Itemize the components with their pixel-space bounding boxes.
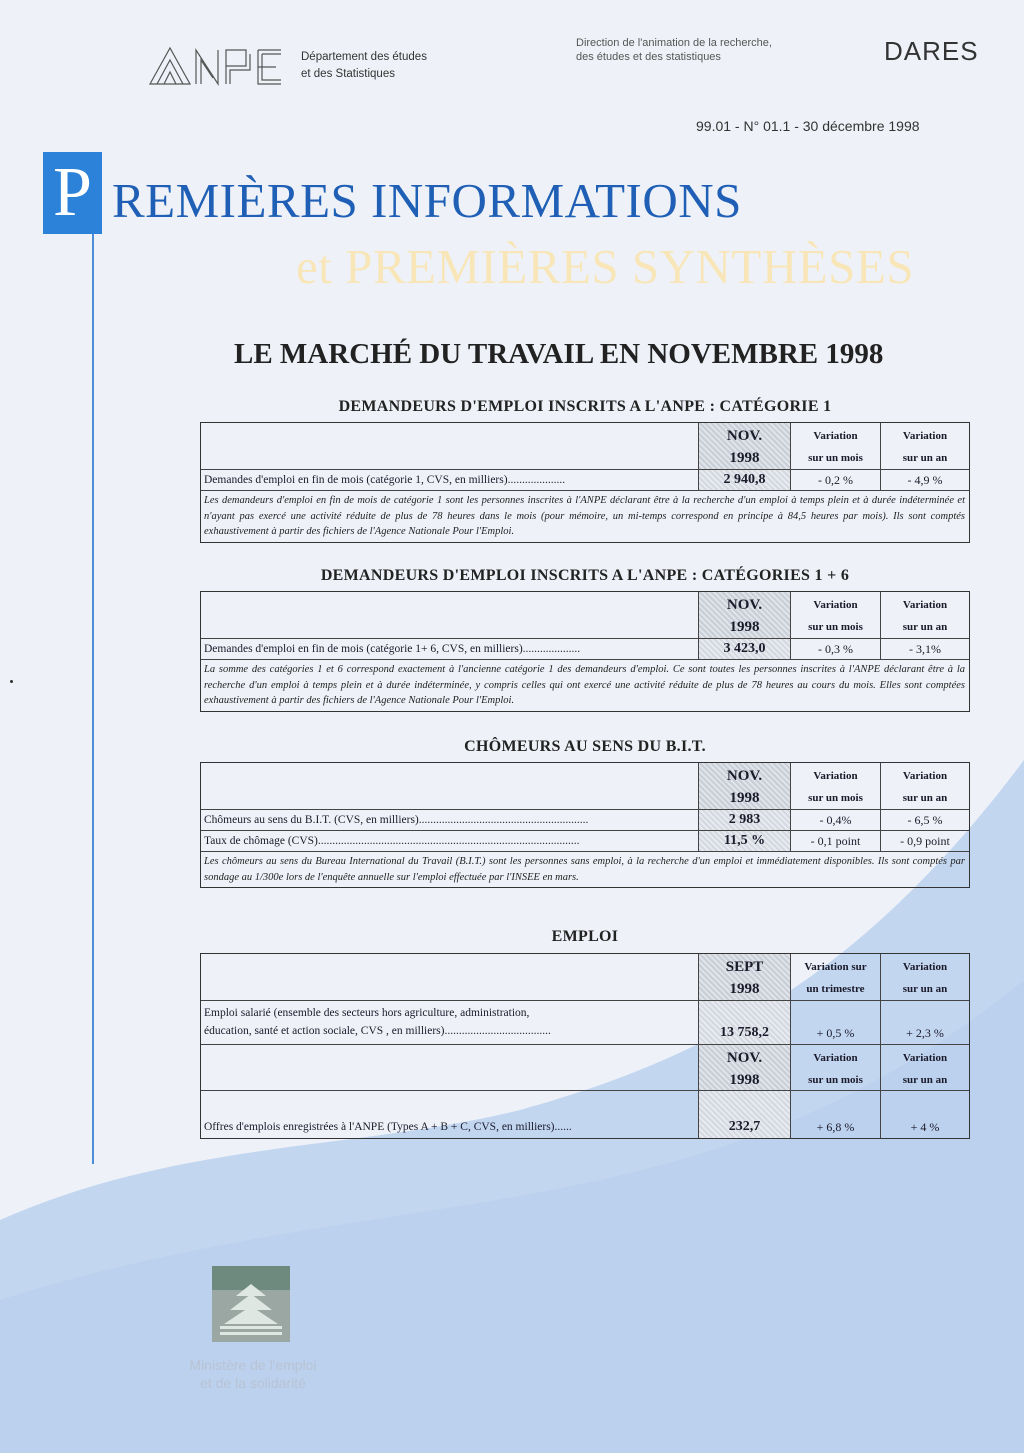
col-var-year: Variation sur un an: [902, 430, 948, 464]
margin-dot: [10, 680, 13, 683]
row-var-year: - 6,5 %: [907, 813, 943, 827]
row-value: 11,5 %: [699, 831, 791, 851]
col-var-quarter: Variation sur un trimestre: [791, 954, 881, 1000]
row-var-month: + 6,8 %: [791, 1091, 881, 1138]
logo-line-1: Département des études: [301, 51, 427, 63]
row-value: 3 423,0: [699, 639, 791, 659]
table-row: Taux de chômage (CVS)........................................................................................... 11,5 % - 0,1 point - 0,9 point: [201, 830, 969, 851]
row-var-year: + 4 %: [910, 1120, 940, 1134]
col-var-year: Variation sur un an: [902, 961, 948, 995]
col-period: NOV. 1998: [699, 1045, 791, 1090]
col-period: NOV. 1998: [699, 592, 791, 638]
direction-line-2: des études et des statistiques: [576, 51, 721, 63]
row-label: Chômeurs au sens du B.I.T. (CVS, en milliers): [204, 814, 419, 826]
col-period: SEPT 1998: [699, 954, 791, 1000]
table-row: Chômeurs au sens du B.I.T. (CVS, en milliers)........................................................... 2 983 - 0,4% - 6,5 %: [201, 809, 969, 830]
anpe-logo-icon: [148, 46, 283, 86]
emploi-table: [200, 953, 970, 1139]
row-label: Demandes d'emploi en fin de mois (catégorie 1, CVS, en milliers): [204, 474, 508, 486]
col-var-month: Variation sur un mois: [791, 763, 881, 809]
emploi-heading: EMPLOI: [551, 928, 619, 945]
row-var-year: - 4,9 %: [907, 473, 943, 487]
section-3-table: [200, 762, 970, 888]
title-line-1: REMIÈRES INFORMATIONS: [112, 173, 742, 228]
table-row: Offres d'emplois enregistrées à l'ANPE (Types A + B + C, CVS, en milliers)...... 232,7 + 6,8 % + 4 %: [201, 1090, 969, 1138]
table-row: Emploi salarié (ensemble des secteurs hors agriculture, administration, éducation, santé et action sociale, CVS , en milliers)..................................... 13 758,2 + 0,5 % + 2,3 %: [201, 1000, 969, 1044]
row-label: Demandes d'emploi en fin de mois (catégorie 1+ 6, CVS, en milliers): [204, 643, 523, 655]
row-label: Offres d'emplois enregistrées à l'ANPE (Types A + B + C, CVS, en milliers): [204, 1121, 555, 1133]
ministry-line-1: Ministère de l'emploi: [189, 1357, 317, 1373]
row-var-year: + 2,3 %: [906, 1026, 944, 1040]
row-value: 2 983: [699, 810, 791, 830]
row-var-quarter: + 0,5 %: [791, 1001, 881, 1044]
row-var-month: - 0,2 %: [791, 470, 881, 490]
row-var-year: - 0,9 point: [900, 834, 950, 848]
document-title: LE MARCHÉ DU TRAVAIL EN NOVEMBRE 1998: [234, 338, 884, 370]
section-3-note: Les chômeurs au sens du Bureau International du Travail (B.I.T.) sont les personnes sans emploi, à la recherche d'un emploi et immédiatement disponibles. Ils sont comptés par sondage au 1/300e lors de l'enquête annuelle sur l'emploi effectuée par l'INSEE en mars.: [201, 851, 969, 887]
section-3-heading: CHÔMEURS AU SENS DU B.I.T.: [464, 738, 706, 755]
ministry-line-2: et de la solidarité: [200, 1375, 306, 1391]
col-var-month: Variation sur un mois: [791, 592, 881, 638]
direction-text: [576, 36, 772, 64]
row-var-year: - 3,1%: [909, 642, 941, 656]
section-1-note: Les demandeurs d'emploi en fin de mois de catégorie 1 sont les personnes inscrites à l'ANPE déclarant être à la recherche d'un emploi à temps plein et à durée indéterminée et n'ayant pas exercé une activité réduite de plus de 78 heures dans le mois (pour mémoire, un mi-temps correspond en principe à 84,5 heures par mois). Ils sont comptés exhaustivement à partir des fichiers de l'Agence Nationale Pour l'Emploi.: [201, 490, 969, 542]
ministry-text: [168, 1356, 338, 1392]
row-value: 232,7: [699, 1091, 791, 1138]
logo-line-2: et des Statistiques: [301, 68, 395, 80]
anpe-logo-block: [148, 46, 427, 86]
row-var-month: - 0,4%: [791, 810, 881, 830]
row-var-month: - 0,3 %: [791, 639, 881, 659]
row-value: 2 940,8: [699, 470, 791, 490]
title-line-2: et PREMIÈRES SYNTHÈSES: [296, 239, 915, 294]
row-label-line-1: Emploi salarié (ensemble des secteurs hors agriculture, administration,: [204, 1007, 530, 1019]
title-initial: P: [43, 152, 102, 234]
col-var-month: Variation sur un mois: [791, 423, 881, 469]
section-2-heading: DEMANDEURS D'EMPLOI INSCRITS A L'ANPE : CATÉGORIES 1 + 6: [320, 567, 850, 584]
direction-line-1: Direction de l'animation de la recherche,: [576, 37, 772, 49]
col-period: NOV. 1998: [699, 423, 791, 469]
col-var-year: Variation sur un an: [902, 599, 948, 633]
issue-number: 99.01 - N° 01.1 - 30 décembre 1998: [696, 118, 920, 134]
section-1-heading: DEMANDEURS D'EMPLOI INSCRITS A L'ANPE : CATÉGORIE 1: [338, 398, 832, 415]
section-1-table: [200, 422, 970, 543]
row-label-line-2: éducation, santé et action sociale, CVS , en milliers): [204, 1025, 445, 1037]
ministry-logo-icon: [212, 1266, 290, 1342]
col-var-month: Variation sur un mois: [791, 1045, 881, 1090]
margin-rule: [92, 234, 94, 1164]
row-var-month: - 0,1 point: [791, 831, 881, 851]
row-label: Taux de chômage (CVS): [204, 835, 318, 847]
col-var-year: Variation sur un an: [902, 1052, 948, 1086]
table-row: Demandes d'emploi en fin de mois (catégorie 1+ 6, CVS, en milliers).................... 3 423,0 - 0,3 % - 3,1%: [201, 638, 969, 659]
section-2-table: [200, 591, 970, 712]
col-period: NOV. 1998: [699, 763, 791, 809]
row-value: 13 758,2: [699, 1001, 791, 1044]
dares-label: DARES: [884, 36, 979, 66]
col-var-year: Variation sur un an: [902, 770, 948, 804]
table-row: Demandes d'emploi en fin de mois (catégorie 1, CVS, en milliers).................... 2 940,8 - 0,2 % - 4,9 %: [201, 469, 969, 490]
section-2-note: La somme des catégories 1 et 6 correspond exactement à l'ancienne catégorie 1 des demandeurs d'emploi. Ce sont toutes les personnes inscrites à l'ANPE déclarant être à la recherche d'un emploi à temps plein et à durée indéterminée, y compris celles qui ont exercé une activité réduite de plus de 78 heures au cours du mois. Elles sont comptées exhaustivement à partir des fichiers de l'Agence Nationale Pour l'Emploi.: [201, 659, 969, 711]
